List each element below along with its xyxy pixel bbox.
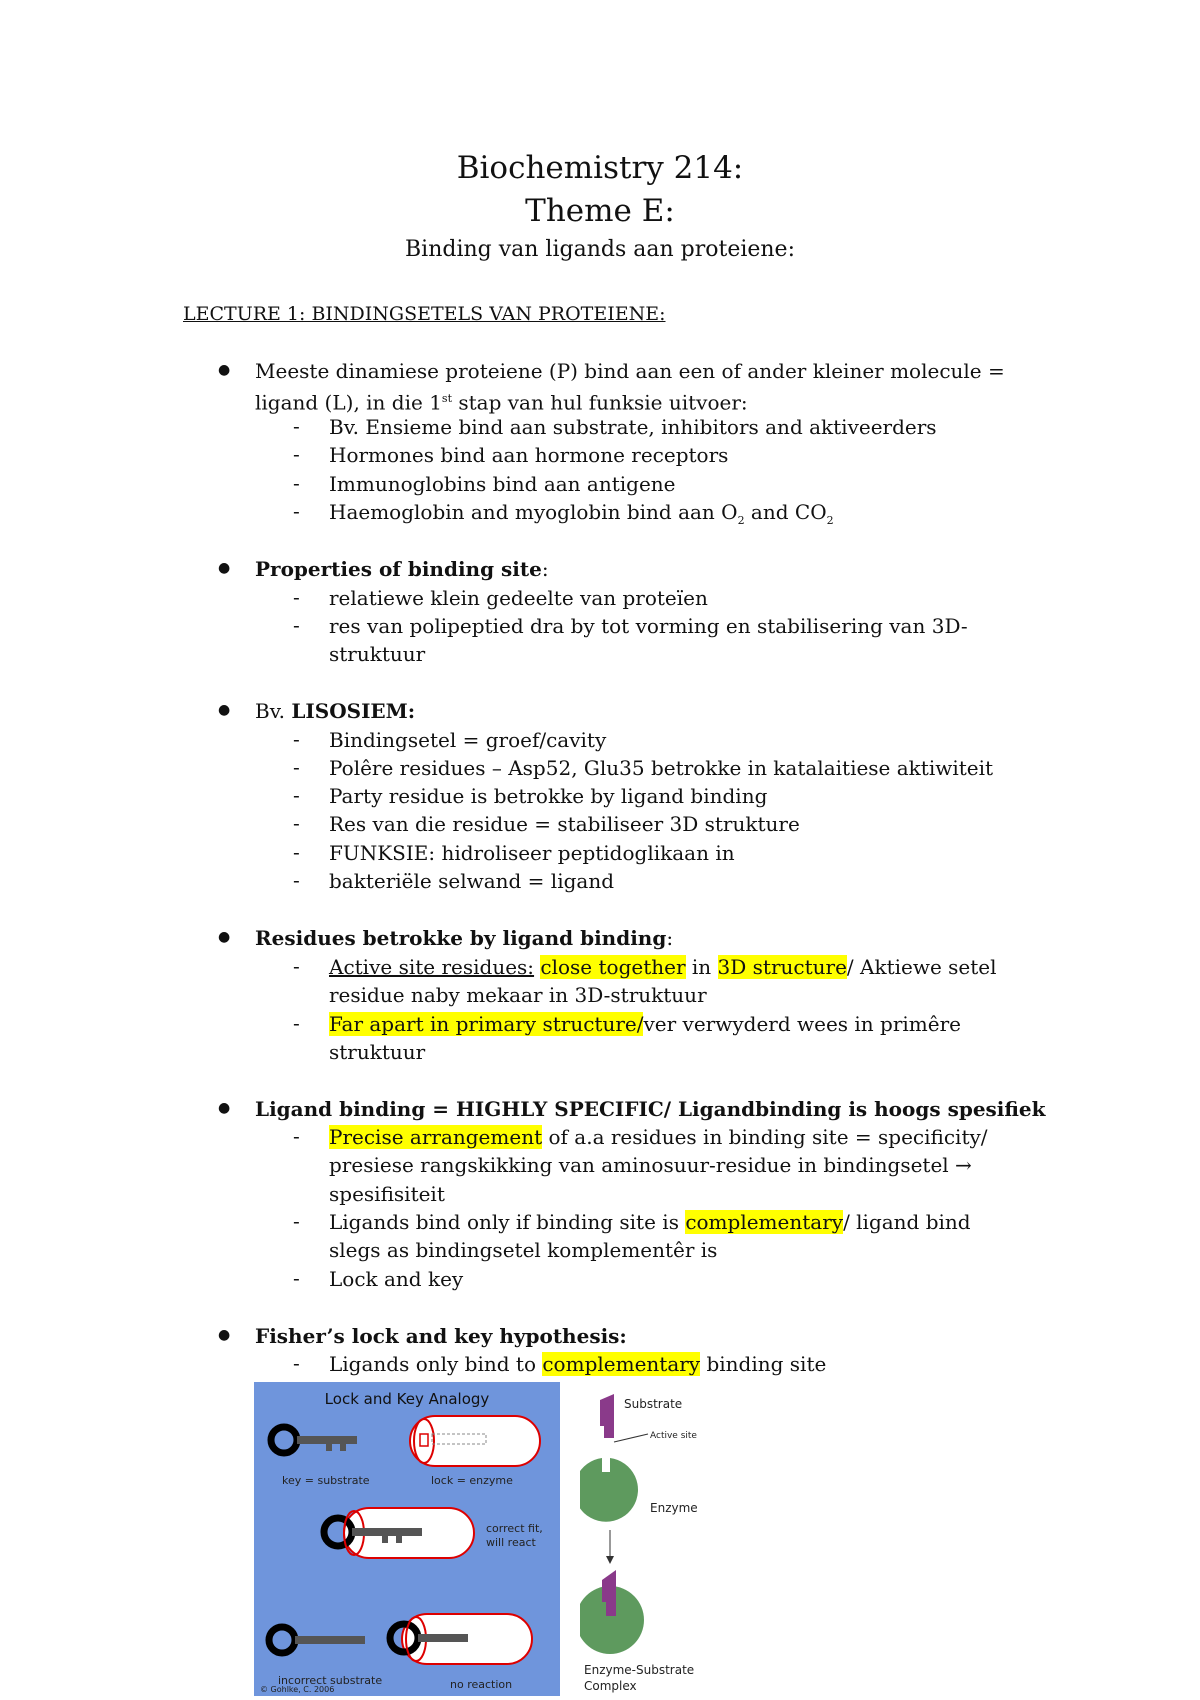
list-item: residue naby mekaar in 3D-struktuur <box>329 983 707 1007</box>
dash-icon: - <box>293 1266 300 1290</box>
dash-icon: - <box>293 727 300 751</box>
bullet-icon: ● <box>218 929 231 945</box>
active-site-label: Active site <box>650 1431 697 1441</box>
key-label: key = substrate <box>282 1474 370 1487</box>
list-item: Polêre residues – Asp52, Glu35 betrokke in katalaitiese aktiwiteit <box>329 756 994 780</box>
enzyme-diagram <box>580 1390 740 1696</box>
substrate-shape <box>600 1394 614 1438</box>
lecture-heading: LECTURE 1: BINDINGSETELS VAN PROTEIENE: <box>183 303 666 325</box>
page-title: Biochemistry 214: <box>456 150 744 186</box>
list-item: bakteriële selwand = ligand <box>329 869 614 893</box>
dash-icon: - <box>293 840 300 864</box>
section-heading: Bv. LISOSIEM: <box>255 699 416 723</box>
list-item: Res van die residue = stabiliseer 3D strukture <box>329 812 800 836</box>
dash-icon: - <box>293 954 300 978</box>
list-item: Bindingsetel = groef/cavity <box>329 728 607 752</box>
enzyme-substrate-figure <box>580 1390 740 1696</box>
list-item: Party residue is betrokke by ligand binding <box>329 784 768 808</box>
text-line: ligand (L), in die 1st stap van hul funksie uitvoer: <box>255 390 748 415</box>
section-heading: Properties of binding site: <box>255 557 549 581</box>
list-item: struktuur <box>329 1040 426 1064</box>
pointer-line <box>614 1434 648 1442</box>
noreaction-label: no reaction <box>450 1678 513 1691</box>
section-heading: Residues betrokke by ligand binding: <box>255 926 674 950</box>
complex-label: Complex <box>584 1679 637 1693</box>
list-item: res van polipeptied dra by tot vorming en stabilisering van 3D- <box>329 614 968 638</box>
dash-icon: - <box>293 1124 300 1148</box>
lock-label: lock = enzyme <box>431 1474 513 1487</box>
lock-and-key-figure <box>254 1382 560 1696</box>
dash-icon: - <box>293 1351 300 1375</box>
key-icon <box>271 1427 357 1453</box>
credit-label: © Gohlke, C. 2006 <box>260 1685 335 1694</box>
list-item: Haemoglobin and myoglobin bind aan $O_2$ and $CO_2$ <box>329 500 834 527</box>
no-reaction-icon <box>390 1614 532 1664</box>
list-item: Hormones bind aan hormone receptors <box>329 443 729 467</box>
bullet-icon: ● <box>218 362 231 378</box>
list-item: Lock and key <box>329 1267 464 1291</box>
dash-icon: - <box>293 442 300 466</box>
bullet-icon: ● <box>218 1100 231 1116</box>
list-item: spesifisiteit <box>329 1182 445 1206</box>
subtitle: Binding van ligands aan proteiene: <box>404 237 795 262</box>
text-line: Meeste dinamiese proteiene (P) bind aan een of ander kleiner molecule = <box>255 359 1005 383</box>
list-item: Bv. Ensieme bind aan substrate, inhibitors and aktiveerders <box>329 415 937 439</box>
list-item: Far apart in primary structure/ver verwyderd wees in primêre <box>329 1012 961 1036</box>
dash-icon: - <box>293 414 300 438</box>
enzyme-label: Enzyme <box>650 1501 698 1515</box>
list-item: slegs as bindingsetel komplementêr is <box>329 1238 718 1262</box>
dash-icon: - <box>293 783 300 807</box>
correct-label: will react <box>486 1536 536 1549</box>
dash-icon: - <box>293 1011 300 1035</box>
dash-icon: - <box>293 811 300 835</box>
list-item: Precise arrangement of a.a residues in binding site = specificity/ <box>329 1125 988 1149</box>
section-heading: Fisher’s lock and key hypothesis: <box>255 1324 627 1348</box>
arrow-down-icon <box>606 1556 614 1564</box>
bullet-icon: ● <box>218 560 231 576</box>
incorrect-key-icon <box>269 1627 365 1653</box>
incorrect-label: incorrect substrate <box>278 1674 383 1687</box>
dash-icon: - <box>293 585 300 609</box>
section-heading: Ligand binding = HIGHLY SPECIFIC/ Ligandbinding is hoogs spesifiek <box>255 1097 1046 1121</box>
list-item: relatiewe klein gedeelte van proteïen <box>329 586 708 610</box>
dash-icon: - <box>293 755 300 779</box>
list-item: struktuur <box>329 642 426 666</box>
enzyme-shape <box>580 1458 638 1522</box>
complex-label: Enzyme-Substrate <box>584 1663 695 1677</box>
lock-icon <box>410 1416 540 1466</box>
list-item: Immunoglobins bind aan antigene <box>329 472 676 496</box>
lock-key-diagram <box>254 1382 560 1696</box>
dash-icon: - <box>293 613 300 637</box>
dash-icon: - <box>293 499 300 523</box>
bullet-icon: ● <box>218 702 231 718</box>
substrate-label: Substrate <box>624 1397 683 1411</box>
correct-label: correct fit, <box>486 1522 543 1535</box>
dash-icon: - <box>293 471 300 495</box>
theme-title: Theme E: <box>525 193 675 229</box>
list-item: Ligands only bind to complementary binding site <box>329 1352 827 1376</box>
list-item: Ligands bind only if binding site is complementary/ ligand bind <box>329 1210 971 1234</box>
dash-icon: - <box>293 1209 300 1233</box>
figure-title: Lock and Key Analogy <box>324 1390 490 1408</box>
bullet-icon: ● <box>218 1327 231 1343</box>
list-item: FUNKSIE: hidroliseer peptidoglikaan in <box>329 841 735 865</box>
list-item: presiese rangskikking van aminosuur-residue in bindingsetel → <box>329 1153 972 1177</box>
list-item: Active site residues: close together in 3D structure/ Aktiewe setel <box>329 955 997 979</box>
dash-icon: - <box>293 868 300 892</box>
correct-fit-icon <box>324 1508 474 1558</box>
